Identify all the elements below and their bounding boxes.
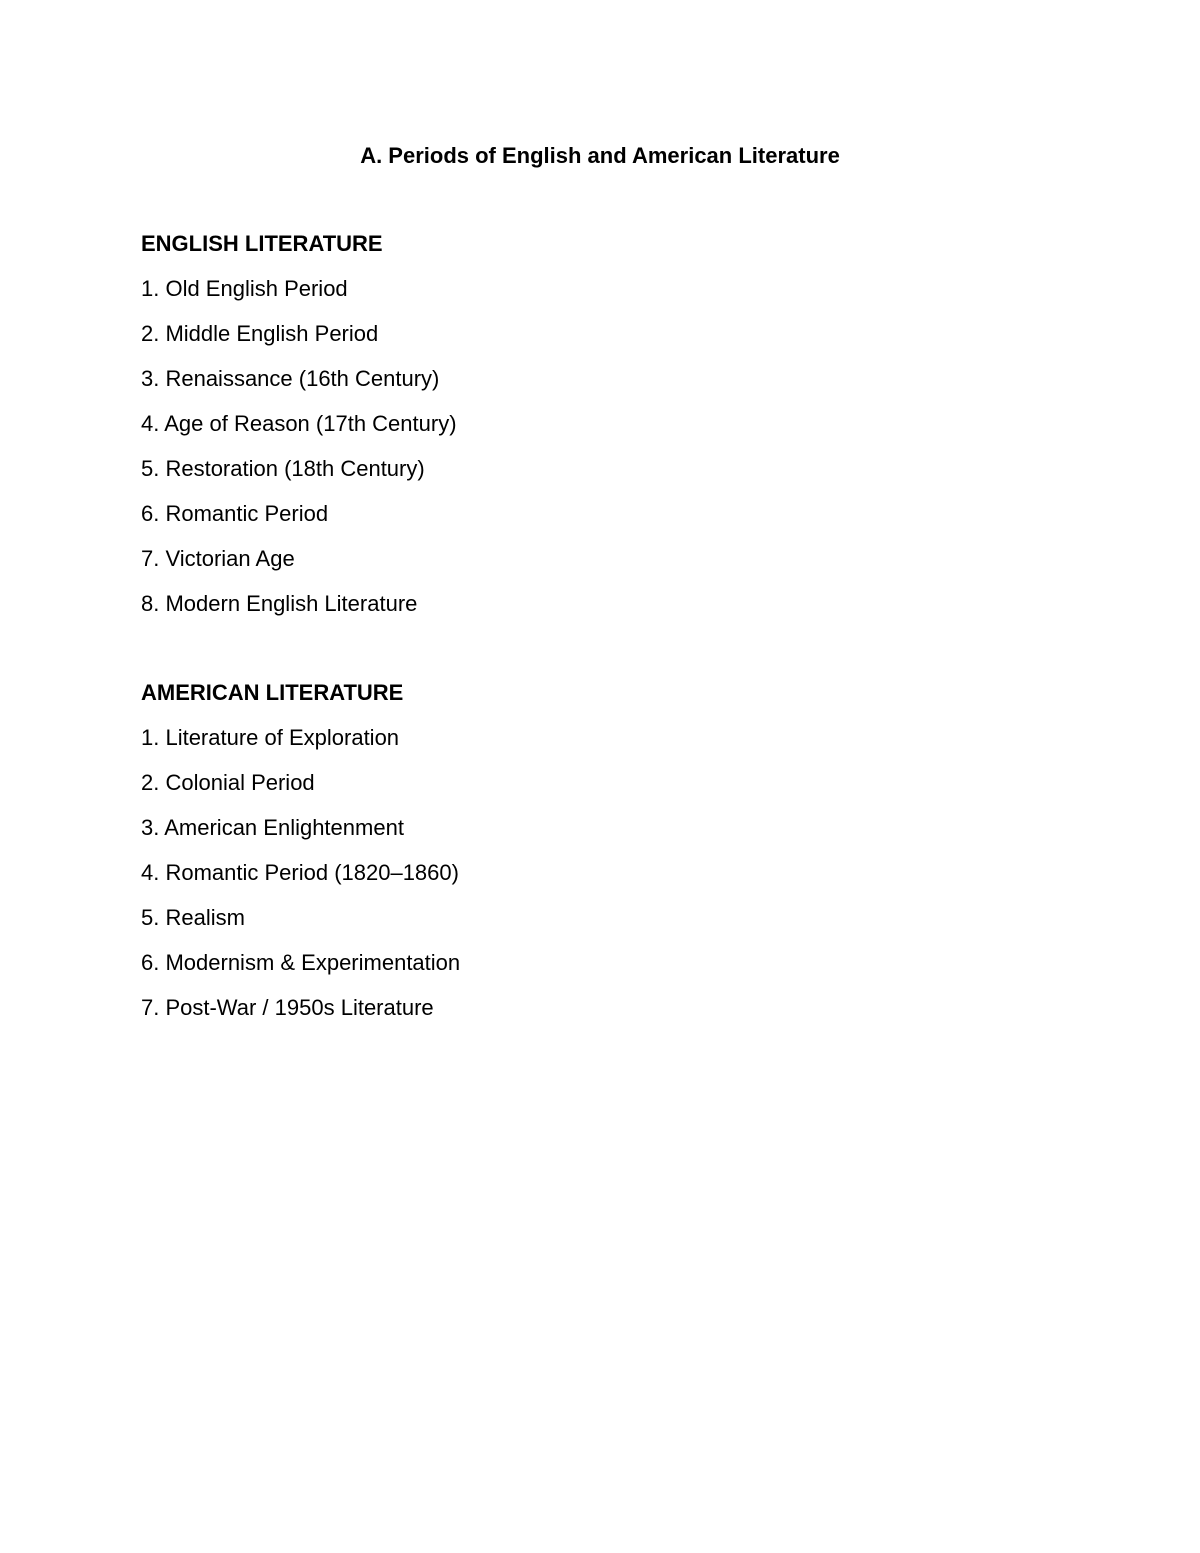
list-item: 1. Old English Period	[141, 276, 348, 301]
list-item: 1. Literature of Exploration	[141, 725, 400, 750]
list-item: 8. Modern English Literature	[141, 591, 418, 616]
american-section-heading: AMERICAN LITERATURE	[141, 680, 404, 705]
list-item: 3. Renaissance (16th Century)	[141, 366, 440, 391]
page-title: A. Periods of English and American Literature	[360, 143, 840, 168]
list-item: 2. Colonial Period	[141, 770, 315, 795]
list-item: 3. American Enlightenment	[141, 815, 404, 840]
list-item: 2. Middle English Period	[141, 321, 379, 346]
list-item: 7. Victorian Age	[141, 546, 295, 571]
list-item: 4. Romantic Period (1820–1860)	[141, 860, 459, 885]
english-section-heading: ENGLISH LITERATURE	[141, 231, 383, 256]
american-period-list	[141, 724, 1041, 1022]
list-item: 5. Realism	[141, 905, 245, 930]
list-item: 6. Modernism & Experimentation	[141, 950, 461, 975]
list-item: 4. Age of Reason (17th Century)	[141, 411, 457, 436]
american-literature-section	[141, 679, 1041, 1039]
list-item: 7. Post-War / 1950s Literature	[141, 995, 434, 1020]
english-literature-section	[141, 230, 1041, 635]
list-item: 5. Restoration (18th Century)	[141, 456, 425, 481]
list-item: 6. Romantic Period	[141, 501, 329, 526]
english-period-list	[141, 275, 1041, 618]
